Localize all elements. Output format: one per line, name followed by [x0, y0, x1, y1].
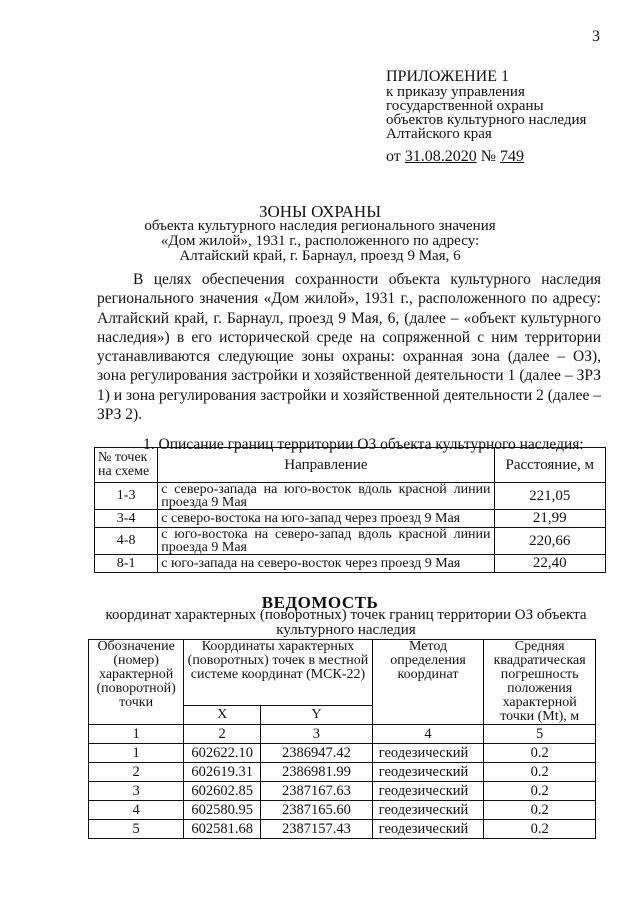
cell-method: геодезический — [372, 763, 484, 782]
order-no-label: № — [476, 148, 501, 165]
cell-y: 2387165.60 — [261, 801, 373, 820]
cell-x: 602619.31 — [184, 763, 261, 782]
header-x: X — [184, 706, 261, 725]
cell-point: 4 — [89, 801, 184, 820]
table-header-row — [89, 640, 596, 706]
cell-points: 4-8 — [95, 528, 158, 555]
table-row — [95, 510, 606, 528]
col-number: 5 — [484, 725, 596, 744]
order-reference — [386, 148, 524, 166]
cell-mt: 0.2 — [484, 763, 596, 782]
header-error: Средняя квадратическая погрешность положения характерной точки (Mt), м — [484, 640, 596, 725]
cell-method: геодезический — [372, 801, 484, 820]
col-number: 1 — [89, 725, 184, 744]
cell-method: геодезический — [372, 744, 484, 763]
zones-subtitle — [0, 219, 640, 264]
table-row — [95, 483, 606, 510]
header-distance: Расстояние, м — [494, 448, 605, 483]
cell-method: геодезический — [372, 782, 484, 801]
col-number: 2 — [184, 725, 261, 744]
cell-direction: с юго-запада на северо-восток через проезд 9 Мая — [158, 555, 494, 573]
intro-paragraph — [97, 270, 601, 424]
cell-points: 1-3 — [95, 483, 158, 510]
cell-points: 8-1 — [95, 555, 158, 573]
cell-mt: 0.2 — [484, 820, 596, 839]
order-number: 749 — [500, 148, 525, 165]
cell-mt: 0.2 — [484, 744, 596, 763]
table-row — [89, 782, 596, 801]
order-prefix: от — [386, 148, 405, 165]
appendix-line: к приказу управления — [386, 84, 525, 100]
cell-x: 602622.10 — [184, 744, 261, 763]
cell-direction: с северо-запада на юго-восток вдоль красной линии проезда 9 Мая — [158, 483, 494, 510]
cell-mt: 0.2 — [484, 782, 596, 801]
cell-points: 3-4 — [95, 510, 158, 528]
table-row — [89, 763, 596, 782]
boundary-table — [94, 447, 606, 573]
table-col-numbers-row — [89, 725, 596, 744]
cell-direction: с юго-востока на северо-запад вдоль красной линии проезда 9 Мая — [158, 528, 494, 555]
coordinates-table — [88, 639, 596, 839]
cell-distance: 22,40 — [494, 555, 605, 573]
vedomost-subtitle-line: культурного наследия — [276, 622, 416, 638]
col-number: 3 — [261, 725, 373, 744]
appendix-line: Алтайского края — [386, 126, 492, 142]
vedomost-title: ВЕДОМОСТЬ — [261, 593, 379, 612]
vedomost-subtitle-line: координат характерных (поворотных) точек границ территории ОЗ объекта — [105, 607, 587, 623]
zones-subtitle-line: «Дом жилой», 1931 г., расположенного по адресу: — [160, 233, 480, 249]
cell-y: 2386947.42 — [261, 744, 373, 763]
cell-x: 602581.68 — [184, 820, 261, 839]
cell-x: 602602.85 — [184, 782, 261, 801]
section1-title: 1. Описание границ территории ОЗ объекта культурного наследия: — [143, 436, 584, 453]
header-direction: Направление — [158, 448, 494, 483]
cell-x: 602580.95 — [184, 801, 261, 820]
order-date: 31.08.2020 — [404, 148, 477, 165]
cell-direction: с северо-востока на юго-запад через проезд 9 Мая — [158, 510, 494, 528]
table-row — [95, 555, 606, 573]
cell-point: 3 — [89, 782, 184, 801]
cell-point: 1 — [89, 744, 184, 763]
cell-point: 5 — [89, 820, 184, 839]
cell-y: 2387157.43 — [261, 820, 373, 839]
cell-mt: 0.2 — [484, 801, 596, 820]
intro-paragraph-text: В целях обеспечения сохранности объекта культурного наследия регионального значения «Дом жилой», 1931 г., расположенного по адресу: Алтайский край, г. Барнаул, проезд 9 Мая, 6, (далее – «объект культурного наследия») в его исторической среде на сопряженной с ним территории устанавливаются следующие зоны охраны: охранная зона (далее – ОЗ), зона регулирования застройки и хозяйственной деятельности 1 (далее – ЗРЗ 1) и зона регулирования застройки и хозяйственной деятельности 2 (далее – ЗРЗ 2). — [97, 271, 601, 424]
page-number: 3 — [592, 28, 600, 45]
appendix-block — [386, 70, 586, 141]
table-header-row — [95, 448, 606, 483]
table-row — [89, 820, 596, 839]
cell-distance: 221,05 — [494, 483, 605, 510]
header-method: Метод определения координат — [372, 640, 484, 725]
appendix-title: ПРИЛОЖЕНИЕ 1 — [386, 68, 510, 85]
appendix-line: объектов культурного наследия — [386, 112, 587, 128]
col-number: 4 — [372, 725, 484, 744]
cell-distance: 220,66 — [494, 528, 605, 555]
zones-subtitle-line: Алтайский край, г. Барнаул, проезд 9 Мая, 6 — [179, 248, 461, 264]
header-points: № точек на схеме — [95, 448, 158, 483]
zones-subtitle-line: объекта культурного наследия регионального значения — [144, 218, 496, 234]
header-y: Y — [261, 706, 373, 725]
cell-distance: 21,99 — [494, 510, 605, 528]
appendix-line: государственной охраны — [386, 98, 544, 114]
cell-method: геодезический — [372, 820, 484, 839]
header-coords: Координаты характерных (поворотных) точек в местной системе координат (МСК-22) — [184, 640, 372, 706]
vedomost-subtitle — [96, 608, 596, 638]
header-point: Обозначение (номер) характерной (поворотной) точки — [89, 640, 184, 725]
cell-y: 2387167.63 — [261, 782, 373, 801]
table-row — [95, 528, 606, 555]
table-row — [89, 801, 596, 820]
cell-point: 2 — [89, 763, 184, 782]
table-row — [89, 744, 596, 763]
cell-y: 2386981.99 — [261, 763, 373, 782]
zones-title: ЗОНЫ ОХРАНЫ — [258, 202, 382, 221]
